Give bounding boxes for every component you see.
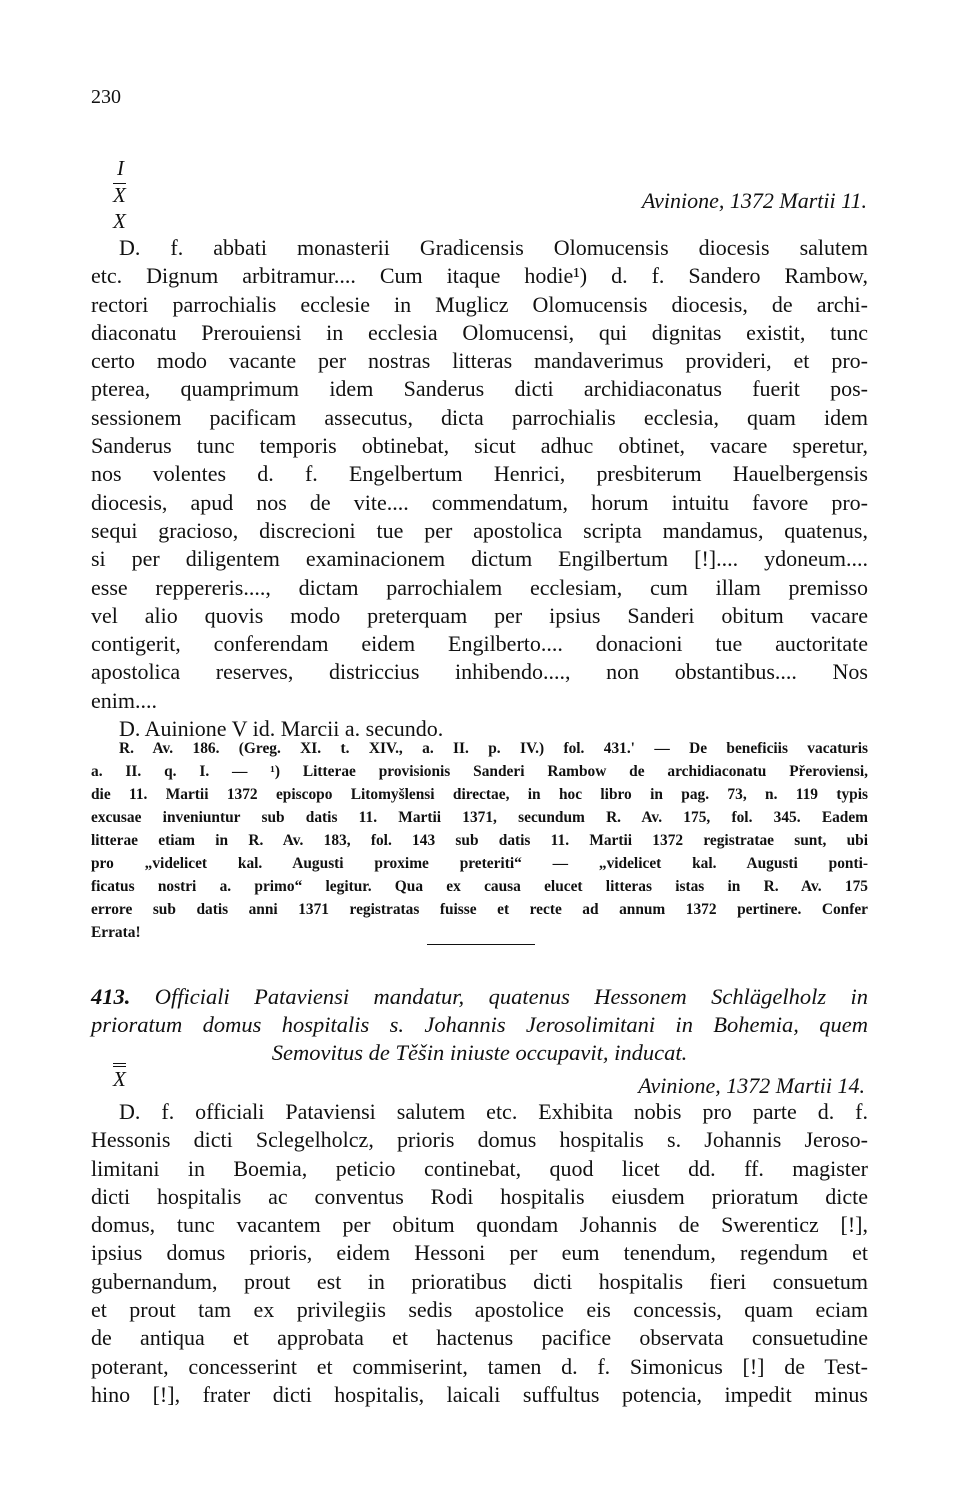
body-line: pterea, quamprimum idem Sanderus dicti archidiaconatus fuerit pos-: [91, 376, 868, 402]
doc1-place-date: Avinione, 1372 Martii 11.: [641, 188, 867, 213]
body-line: etc. Dignum arbitramur.... Cum itaque hodie¹) d. f. Sandero Rambow,: [91, 263, 868, 289]
body-line: et prout tam ex privilegiis sedis apostolice eis concessis, quam eciam: [91, 1297, 868, 1323]
body-line: certo modo vacante per nostras litteras mandaverimus provideri, et pro-: [91, 348, 868, 374]
body-line: nos volentes d. f. Engelbertum Henrici, presbiterum Hauelbergensis: [91, 461, 868, 487]
body-line: sequi gracioso, discrecioni tue per apostolica scripta mandamus, quatenus,: [91, 517, 868, 543]
note-line: R. Av. 186. (Greg. XI. t. XIV., a. II. p. IV.) fol. 431.' — De beneficiis vacaturis: [119, 740, 868, 757]
body-line: vel alio quovis modo preterquam per ipsius Sanderi obitum vacare: [91, 602, 868, 628]
body-line: enim....: [91, 687, 157, 713]
note-line: errore sub datis anni 1371 registratas fuisse et recte ad annum 1372 pertinere. Confer: [91, 901, 868, 918]
body-line: poterant, concesserint et commiserint, tamen d. f. Simonicus [!] de Test-: [91, 1353, 868, 1379]
heading-line: Semovitus de Těšin iniuste occupavit, inducat.: [271, 1040, 688, 1065]
page-number: 230: [91, 86, 121, 108]
note-line: a. II. q. I. — ¹) Litterae provisionis Sanderi Rambow de archidiaconatu Přeroviensi,: [91, 763, 868, 780]
doc2-body: [91, 1098, 868, 1409]
note-line: excusae inveniuntur sub datis 11. Martii 1371, secundum R. Av. 175, fol. 345. Eadem: [91, 809, 868, 826]
body-line: de antiqua et approbata et hactenus pacifice observata consuetudine: [91, 1325, 868, 1351]
body-line: Hessonis dicti Sclegelholcz, prioris domus hospitalis s. Johannis Jeroso-: [91, 1127, 868, 1153]
body-line: hino [!], frater dicti hospitalis, laicali suffultus potencia, impedit minus: [91, 1381, 868, 1407]
body-line: contigerit, conferendam eidem Engilberto.... donacioni tue auctoritate: [91, 631, 868, 657]
body-line: gubernandum, prout est in prioratibus dicti hospitalis fieri consuetum: [91, 1268, 868, 1294]
dating-line: D. Auinione V id. Marcii a. secundo.: [119, 716, 444, 742]
doc2-heading: [91, 983, 868, 1067]
archive-mark-doc2: X: [113, 1063, 126, 1090]
note-line: Errata!: [91, 924, 141, 941]
archive-mark-bottom: X: [113, 209, 126, 233]
body-line: D. f. officiali Pataviensi salutem etc. Exhibita nobis pro parte d. f.: [119, 1099, 868, 1124]
body-line: domus, tunc vacantem per obitum quondam Johannis de Swerenticz [!],: [91, 1212, 868, 1238]
body-line: diocesis, apud nos de vite.... commendatum, horum intuitu favore pro-: [91, 489, 868, 515]
note-line: ficatus nostri a. primo“ legitur. Qua ex causa elucet litteras istas in R. Av. 175: [91, 878, 868, 895]
heading-line: prioratum domus hospitalis s. Johannis Jerosolimitani in Bohemia, quem: [91, 1012, 868, 1037]
doc1-body: [91, 234, 868, 743]
document-number: 413.: [91, 984, 131, 1009]
heading-line: Officiali Pataviensi mandatur, quatenus Hessonem Schlägelholz in: [154, 984, 868, 1009]
body-line: esse reppereris...., dictam parrochialem ecclesiam, cum illam premisso: [91, 574, 868, 600]
body-line: diaconatu Prerouiensi in ecclesia Olomucensi, qui dignitas existit, tunc: [91, 319, 868, 345]
body-line: rectori parrochialis ecclesie in Muglicz Olomucensis diocesis, de archi-: [91, 291, 868, 317]
body-line: D. f. abbati monasterii Gradicensis Olomucensis diocesis salutem: [119, 235, 868, 260]
body-line: sessionem pacificam assecutus, dicta parrochialis ecclesia, quam idem: [91, 404, 868, 430]
body-line: limitani in Boemia, peticio continebat, quod licet dd. ff. magister: [91, 1155, 868, 1181]
body-line: ipsius domus prioris, eidem Hessoni per eum tenendum, regendum et: [91, 1240, 868, 1266]
note-line: litterae etiam in R. Av. 183, fol. 143 sub datis 11. Martii 1372 registratae sunt, ubi: [91, 832, 868, 849]
archive-mark-top: I: [117, 156, 124, 180]
section-separator: [427, 944, 535, 945]
doc1-notes: [91, 737, 868, 944]
body-line: dicti hospitalis ac conventus Rodi hospitalis eiusdem prioratum dicte: [91, 1183, 868, 1209]
body-line: Sanderus tunc temporis obtinebat, sicut adhuc obtinet, vacare speretur,: [91, 433, 868, 459]
note-line: die 11. Martii 1372 episcopo Litomyšlensi directae, in hoc libro in pag. 73, n. 119 typis: [91, 786, 868, 803]
body-line: apostolica reserves, districcius inhibendo...., non obstantibus.... Nos: [91, 659, 868, 685]
archive-mark-middle: X: [113, 183, 126, 207]
body-line: si per diligentem examinacionem dictum Engilbertum [!].... ydoneum....: [91, 546, 868, 572]
doc2-place-date: Avinione, 1372 Martii 14.: [638, 1073, 865, 1098]
note-line: pro „videlicet kal. Augusti proxime preteriti“ — „videlicet kal. Augusti ponti-: [91, 855, 868, 872]
